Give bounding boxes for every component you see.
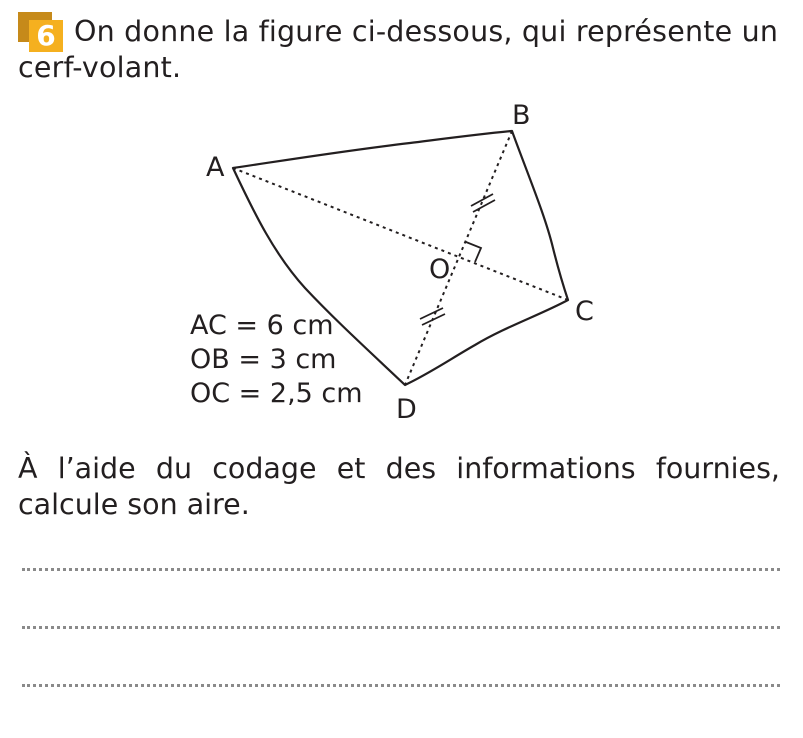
exercise-number: 6 (29, 20, 63, 52)
answer-line-3[interactable] (22, 684, 780, 687)
point-c-label: C (575, 296, 594, 327)
point-o-label: O (429, 254, 451, 285)
point-a-label: A (206, 152, 225, 183)
kite-figure (0, 95, 803, 435)
measure-ac: AC = 6 cm (190, 310, 334, 341)
point-b-label: B (512, 100, 531, 131)
right-angle-mark (466, 242, 481, 262)
measure-ob: OB = 3 cm (190, 344, 337, 375)
exercise-question: À l’aide du codage et des informations fournies, calcule son aire. (18, 452, 780, 521)
exercise-intro: On donne la figure ci-dessous, qui représente un cerf-volant. (18, 15, 779, 84)
equal-mark-ob (471, 194, 495, 212)
diagonal-ac (233, 168, 568, 300)
given-measures (190, 309, 363, 411)
point-d-label: D (396, 394, 417, 425)
diagonal-bd (405, 131, 512, 385)
answer-line-1[interactable] (22, 568, 780, 571)
equal-mark-od (420, 308, 445, 325)
kite-drawing (0, 95, 803, 435)
measure-oc: OC = 2,5 cm (190, 378, 363, 409)
answer-line-2[interactable] (22, 626, 780, 629)
